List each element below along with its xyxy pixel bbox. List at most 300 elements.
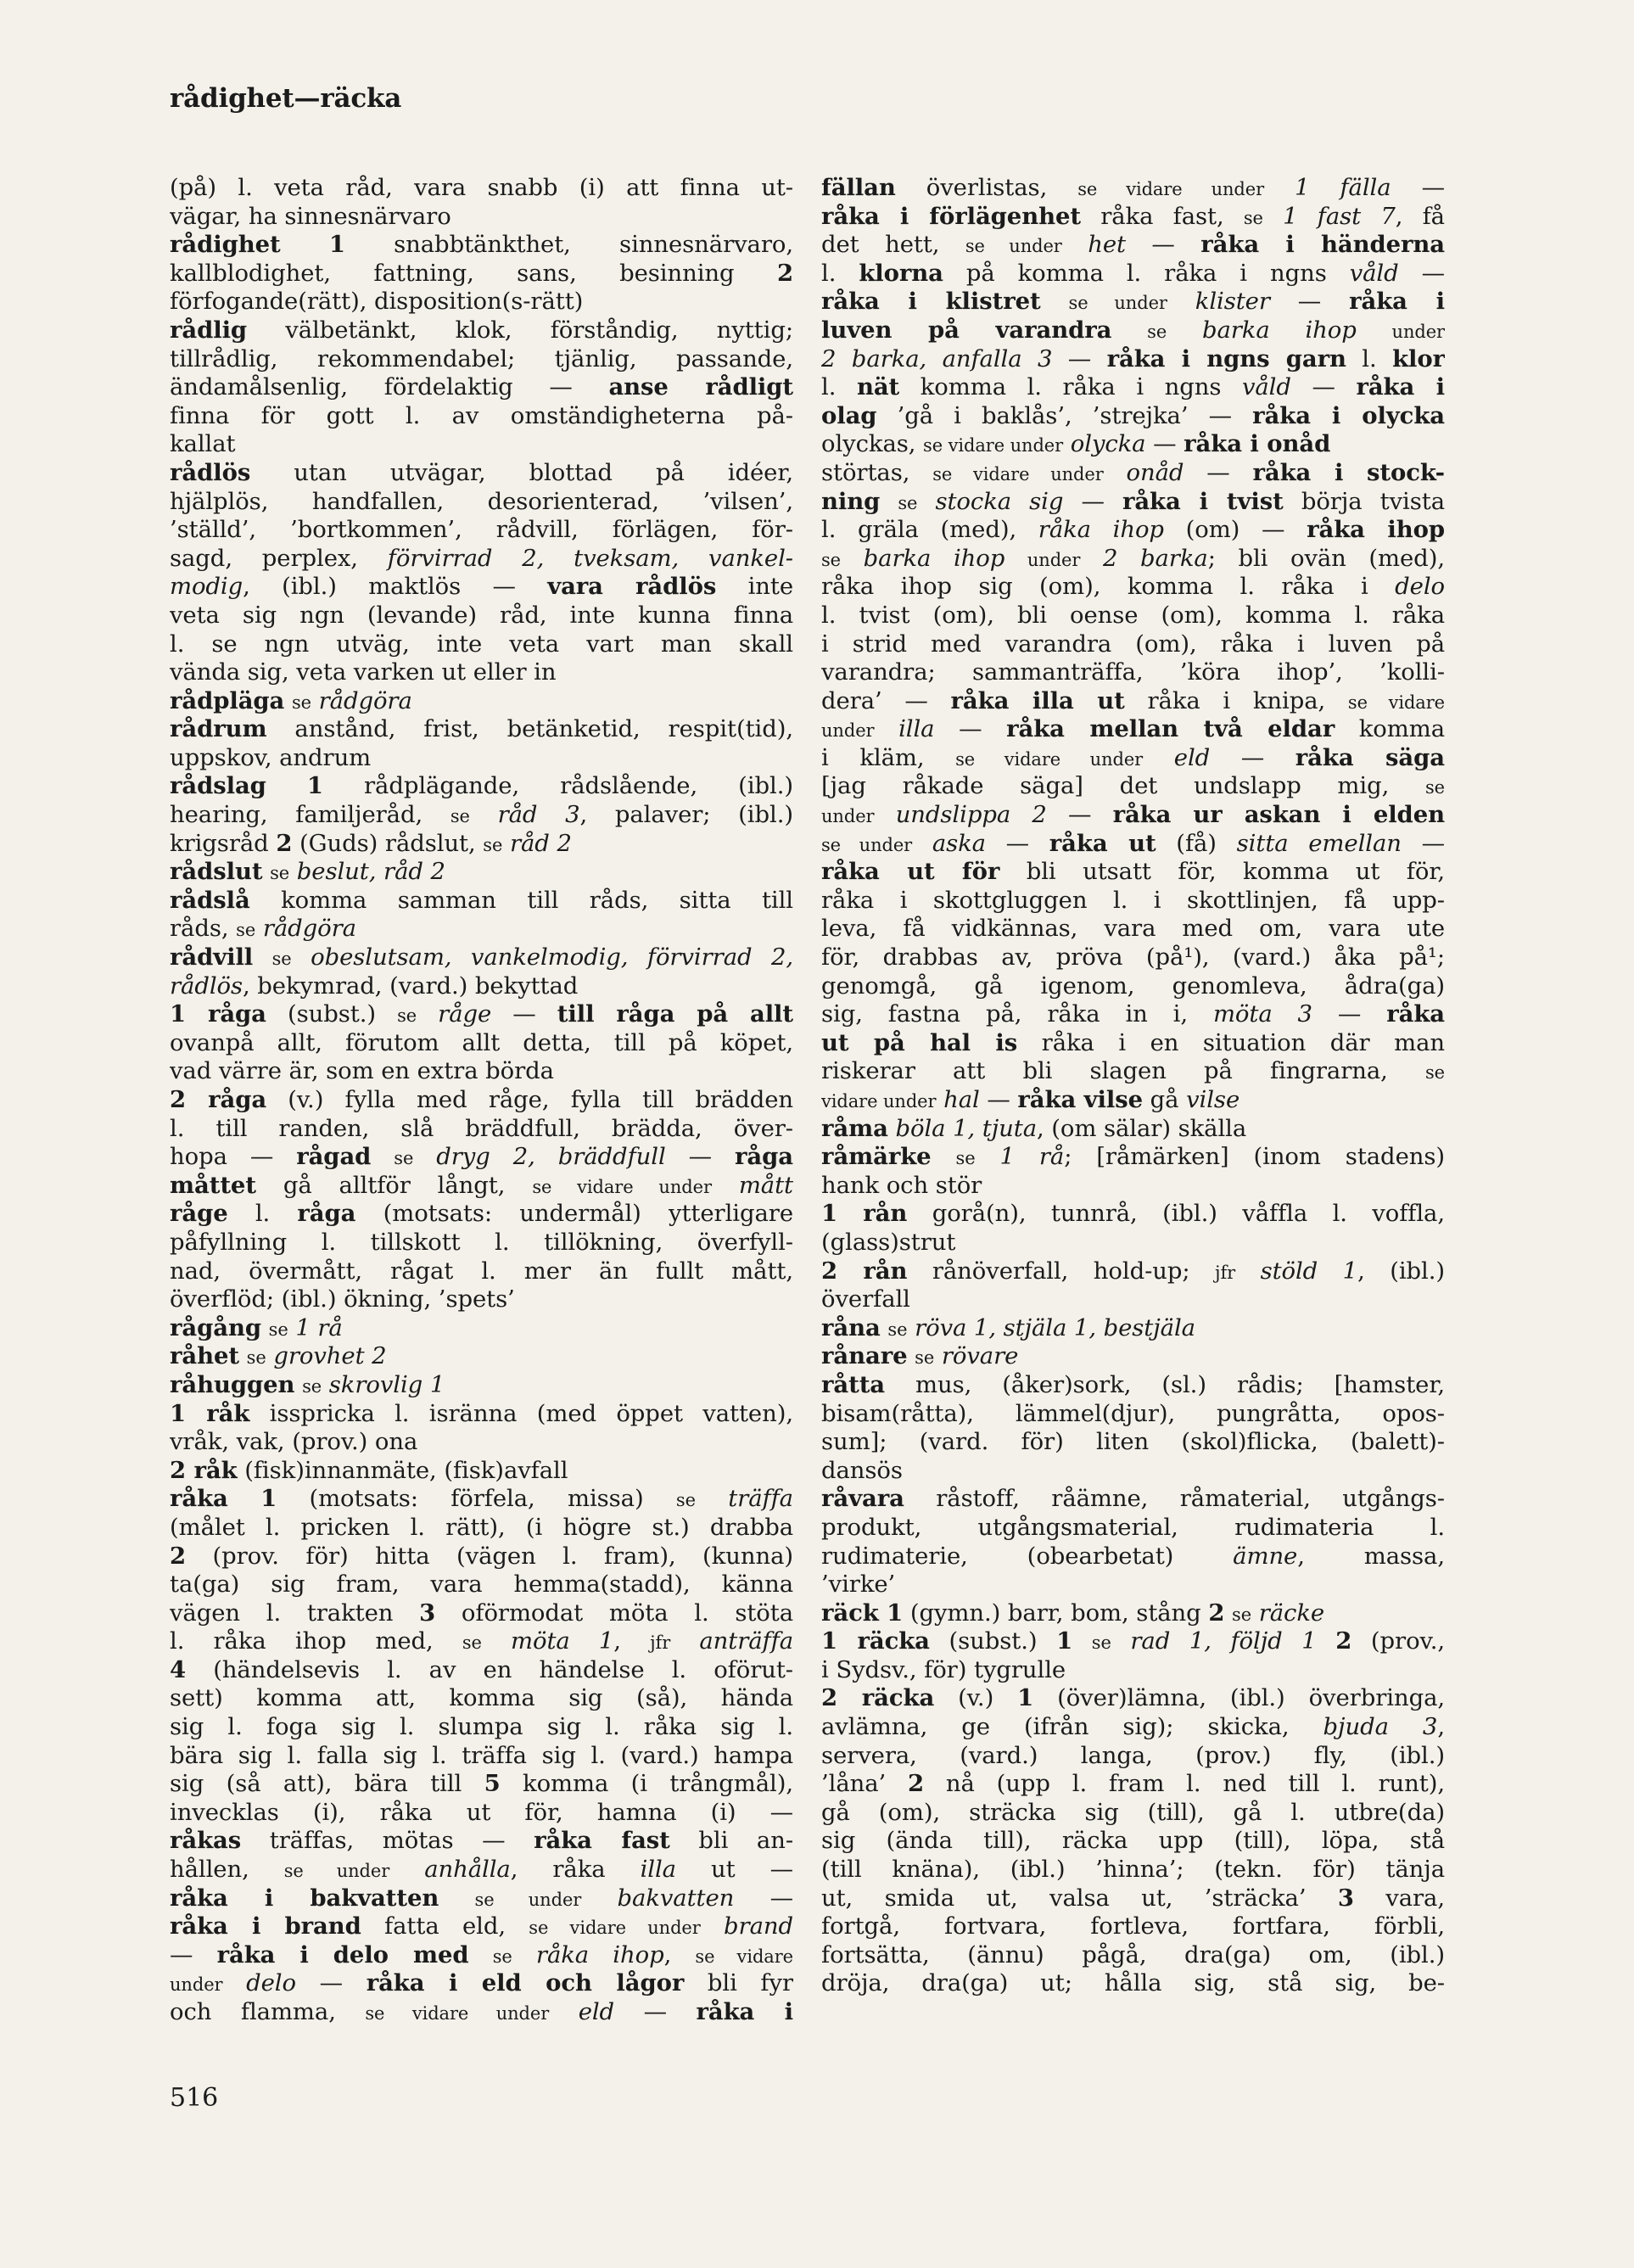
definition-text: välbetänkt, klok, förståndig, nyttig; — [247, 316, 793, 344]
headword: 4 — [170, 1655, 187, 1683]
reference-marker: se — [291, 692, 311, 713]
text-line — [170, 545, 793, 574]
definition-text: störtas, — [821, 458, 933, 486]
headword: rådlig — [170, 316, 248, 344]
definition-text — [266, 772, 307, 799]
cross-reference: stocka sig — [935, 487, 1064, 515]
headword: 1 — [306, 772, 323, 800]
cross-reference: rådgöra — [318, 686, 412, 714]
headword: 1 råk — [170, 1399, 250, 1427]
definition-text: leva, få vidkännas, vara med om, vara ute — [821, 915, 1445, 943]
definition-text: — — [614, 1998, 697, 2025]
text-line — [821, 1856, 1445, 1884]
definition-text: inte — [716, 573, 793, 601]
reference-marker: se vidare under — [365, 2003, 550, 2024]
definition-text: fatta eld, — [361, 1912, 529, 1940]
definition-text — [228, 1485, 260, 1512]
definition-text: anstånd, frist, betänketid, respit(tid), — [266, 715, 793, 743]
definition-text: (målet l. pricken l. rätt), (i högre st.) drabba — [170, 1513, 793, 1541]
text-line — [170, 1200, 793, 1229]
definition-text — [912, 830, 932, 857]
reference-marker: se — [1243, 207, 1263, 228]
text-line — [170, 174, 793, 203]
reference-marker: se — [450, 806, 470, 827]
definition-text — [512, 1941, 536, 1968]
definition-text — [482, 1627, 511, 1655]
text-line — [821, 772, 1445, 801]
definition-text: dera’ — — [821, 686, 951, 714]
text-line — [821, 488, 1445, 517]
headword: råka illa ut — [950, 686, 1125, 714]
text-line — [821, 1172, 1445, 1201]
definition-text: dansös — [821, 1456, 903, 1484]
reference-marker: se — [462, 1632, 482, 1654]
definition-text — [1062, 231, 1088, 258]
headword: klor — [1392, 344, 1445, 372]
reference-marker: se — [887, 1319, 908, 1340]
definition-text — [1041, 288, 1069, 315]
definition-text — [1004, 545, 1027, 572]
definition-text: l. — [821, 259, 859, 287]
text-line — [170, 1571, 793, 1599]
text-line — [821, 1457, 1445, 1486]
text-line — [821, 260, 1445, 288]
cross-reference: beslut, råd 2 — [296, 858, 445, 886]
definition-text: vråk, vak, (prov.) ona — [170, 1428, 418, 1456]
definition-text: — — [491, 1000, 557, 1028]
text-line — [170, 1172, 793, 1201]
definition-text: bli an- — [669, 1827, 793, 1855]
text-line — [821, 1029, 1445, 1058]
cross-reference: illa — [898, 715, 935, 743]
text-line — [821, 288, 1445, 316]
headword: anse rådligt — [608, 373, 793, 401]
cross-reference: stöld 1 — [1260, 1257, 1358, 1285]
definition-text — [292, 944, 311, 971]
definition-text: förfogande(rätt), disposition(s-rätt) — [170, 288, 584, 316]
text-line — [170, 630, 793, 659]
reference-marker: se — [915, 1347, 935, 1369]
definition-text: l. — [821, 373, 857, 401]
text-line — [170, 1998, 793, 2027]
text-line — [170, 373, 793, 402]
definition-text: (fisk)innanmäte, (fisk)avfall — [237, 1456, 568, 1484]
reference-marker: se vidare under — [923, 435, 1064, 456]
definition-text: kallat — [170, 430, 236, 458]
left-column — [170, 174, 793, 2027]
definition-text: det hett, — [821, 231, 965, 259]
definition-text: finna för gott l. av omständigheterna på- — [170, 401, 793, 429]
definition-text: råka i en situation där man — [1017, 1028, 1445, 1056]
headword: råka i delo med — [216, 1940, 469, 1968]
cross-reference: 1 rå — [295, 1313, 343, 1341]
definition-text — [468, 1941, 492, 1968]
reference-marker: se — [394, 1148, 414, 1169]
text-line — [821, 1086, 1445, 1115]
definition-text: för, drabbas av, pröva (på¹), (vard.) åka på¹; — [821, 944, 1445, 972]
headword: råka — [1386, 1000, 1445, 1028]
definition-text — [549, 1998, 579, 2025]
reference-marker: se — [270, 863, 290, 884]
text-line — [170, 288, 793, 316]
definition-text — [670, 1627, 699, 1655]
text-line — [821, 1314, 1445, 1343]
headword: rågång — [170, 1313, 261, 1341]
text-line — [821, 203, 1445, 232]
text-line — [821, 1627, 1445, 1656]
text-line — [821, 658, 1445, 687]
text-line — [170, 1742, 793, 1771]
definition-text: ’ställd’, ’bortkommen’, rådvill, förlägen, för- — [170, 516, 793, 544]
definition-text: och flamma, — [170, 1998, 366, 2025]
cross-reference: anhålla — [424, 1856, 511, 1884]
definition-text: träffas, mötas — — [241, 1827, 534, 1855]
definition-text: , få — [1395, 202, 1445, 230]
text-line — [170, 887, 793, 916]
definition-text: fortgå, fortvara, fortleva, fortfara, förbli, — [821, 1912, 1445, 1940]
headword: 1 rån — [821, 1200, 908, 1228]
headword: 1 — [1056, 1627, 1073, 1655]
definition-text: produkt, utgångsmaterial, rudimateria l. — [821, 1513, 1445, 1541]
headword: råka i olycka — [1252, 401, 1445, 429]
definition-text: invecklas (i), råka ut för, hamna (i) — — [170, 1798, 793, 1826]
cross-reference: röva 1, stjäla 1, bestjäla — [915, 1313, 1195, 1341]
definition-text: i kläm, — [821, 743, 956, 771]
definition-text — [874, 801, 895, 828]
cross-reference: onåd — [1126, 458, 1184, 486]
headword: rådrum — [170, 715, 267, 743]
text-line — [170, 488, 793, 517]
definition-text: i Sydsv., för) tygrulle — [821, 1655, 1066, 1683]
definition-text — [1357, 316, 1392, 344]
reference-marker: jfr — [1215, 1262, 1236, 1283]
text-line — [821, 972, 1445, 1001]
definition-text — [581, 1884, 617, 1912]
definition-text: tillrådlig, rekommendabel; tjänlig, passande, — [170, 344, 793, 372]
headword: 2 — [776, 259, 793, 287]
definition-text: nå (upp l. fram l. ned till l. runt), — [924, 1770, 1445, 1798]
definition-text: , råka — [510, 1856, 641, 1884]
text-line — [170, 801, 793, 830]
headword: rådslag — [170, 772, 266, 800]
text-line — [821, 1884, 1445, 1913]
headword: råka ihop — [1307, 516, 1445, 544]
definition-text — [934, 1342, 942, 1369]
reference-marker: se — [397, 1005, 417, 1027]
text-line — [170, 231, 793, 260]
definition-text — [908, 1342, 915, 1369]
headword: råga — [297, 1200, 356, 1228]
definition-text: veta sig ngn (levande) råd, inte kunna finna — [170, 601, 793, 629]
definition-text: — — [934, 715, 1007, 743]
definition-text: , — [663, 1940, 696, 1968]
definition-text: bli utsatt för, komma ut för, — [999, 858, 1445, 886]
definition-text: — — [1125, 231, 1201, 259]
headword: olag — [821, 401, 877, 429]
definition-text: riskerar att bli slagen på fingrarna, — [821, 1057, 1425, 1085]
definition-text — [439, 1884, 474, 1912]
text-line — [821, 1742, 1445, 1771]
text-line — [821, 430, 1445, 459]
definition-text: — — [1398, 259, 1445, 287]
cross-reference: råd 3 — [497, 801, 580, 829]
text-line — [821, 801, 1445, 830]
text-line — [170, 772, 793, 801]
text-line — [821, 1257, 1445, 1286]
text-line — [821, 887, 1445, 916]
headword: råhuggen — [170, 1370, 295, 1398]
definition-text: i strid med varandra (om), råka i luven på — [821, 630, 1445, 658]
text-line — [821, 1571, 1445, 1599]
definition-text: (prov., — [1351, 1627, 1445, 1655]
definition-text: — — [1210, 743, 1295, 771]
cross-reference: aska — [932, 829, 986, 857]
definition-text: avlämna, ge (ifrån sig); skicka, — [821, 1713, 1323, 1741]
headword: råka säga — [1295, 743, 1445, 771]
text-line — [821, 1684, 1445, 1713]
cross-reference: 1 rå — [999, 1143, 1065, 1171]
definition-text: (v.) — [934, 1684, 1018, 1712]
definition-text — [1167, 316, 1202, 344]
cross-reference: rad 1, följd 1 — [1130, 1627, 1317, 1655]
definition-text — [371, 1143, 394, 1170]
definition-text: ; [råmärken] (inom stadens) — [1064, 1143, 1445, 1171]
headword: luven på varandra — [821, 316, 1112, 344]
definition-text: — — [1052, 344, 1107, 372]
definition-text: påfyllning l. tillskott l. tillökning, överfyll- — [170, 1228, 793, 1256]
reference-marker: se — [271, 949, 292, 970]
definition-text: — — [1145, 430, 1184, 458]
definition-text — [239, 1342, 247, 1369]
headword: rådighet — [170, 231, 281, 259]
definition-text — [289, 858, 297, 885]
text-line — [170, 316, 793, 345]
definition-text — [1080, 545, 1103, 572]
headword: råka i händerna — [1200, 231, 1445, 259]
cross-reference: modig — [170, 573, 243, 601]
reference-marker: se vidare under — [1077, 179, 1265, 199]
definition-text: krigsråd — [170, 829, 277, 857]
definition-text: rånöverfall, hold-up; — [907, 1257, 1216, 1285]
definition-text — [417, 1000, 438, 1028]
headword: rådvill — [170, 944, 254, 972]
reference-marker: se vidare under — [932, 463, 1104, 484]
headword: råka i tvist — [1122, 487, 1284, 515]
reference-marker: under — [821, 806, 875, 827]
definition-text: rådplägande, rådslående, (ibl.) — [322, 772, 793, 800]
definition-text: — — [295, 1969, 367, 1997]
headword: fällan — [821, 174, 896, 201]
headword: råka i ngns garn — [1106, 344, 1346, 372]
definition-text: rudimaterie, (obearbetat) — [821, 1542, 1234, 1570]
definition-text: (prov. för) hitta (vägen l. fram), (kunna) — [186, 1542, 793, 1570]
text-line — [821, 1713, 1445, 1742]
text-line — [170, 830, 793, 859]
text-line — [170, 1229, 793, 1257]
definition-text: , palaver; (ibl.) — [579, 801, 793, 829]
cross-reference: rådgöra — [262, 915, 356, 943]
definition-text — [389, 1856, 424, 1883]
headword: till råga på allt — [557, 1000, 793, 1028]
definition-text — [936, 1086, 943, 1113]
reference-marker: se under — [821, 834, 913, 855]
definition-text: l. till randen, slå bräddfull, brädda, över- — [170, 1114, 793, 1142]
definition-text — [311, 687, 319, 714]
definition-text: kallblodighet, fattning, sans, besinning — [170, 259, 777, 287]
text-line — [170, 1799, 793, 1828]
definition-text: (över)lämna, (ibl.) överbringa, — [1033, 1684, 1445, 1712]
definition-text — [288, 1314, 296, 1341]
definition-text: oförmodat möta l. stöta — [435, 1599, 793, 1627]
reference-marker: se — [898, 492, 918, 513]
definition-text: utan utvägar, blottad på idéer, — [250, 458, 793, 486]
definition-text: (få) — [1156, 829, 1237, 857]
text-line — [170, 915, 793, 944]
text-line — [170, 1912, 793, 1941]
text-line — [821, 1143, 1445, 1172]
definition-text: l. tvist (om), bli oense (om), komma l. råka — [821, 601, 1445, 629]
headword: råge — [170, 1200, 228, 1228]
text-line — [821, 1342, 1445, 1371]
cross-reference: rövare — [941, 1342, 1019, 1370]
definition-text: ’låna’ — [821, 1770, 909, 1798]
definition-text: bisam(råtta), lämmel(djur), pungråtta, opos- — [821, 1399, 1445, 1427]
reference-marker: se — [1232, 1604, 1252, 1625]
definition-text: (subst.) — [266, 1000, 398, 1028]
reference-marker: se — [955, 1148, 976, 1169]
headword: räck 1 — [821, 1599, 904, 1627]
headword: råka i brand — [170, 1912, 361, 1940]
reference-marker: se vidare under — [532, 1176, 712, 1197]
definition-text: (till knäna), (ibl.) ’hinna’; (tekn. för) tänja — [821, 1856, 1445, 1884]
reference-marker: se vidare under — [955, 748, 1144, 770]
cross-reference: skrovlig 1 — [328, 1370, 445, 1398]
headword: råhet — [170, 1342, 240, 1370]
definition-text: (motsats: förfela, missa) — [277, 1485, 676, 1513]
headword: 2 räcka — [821, 1684, 935, 1712]
headword: 1 — [260, 1485, 277, 1513]
headword: rånare — [821, 1342, 908, 1370]
reference-marker: jfr — [650, 1632, 671, 1654]
definition-text: (händelsevis l. av en händelse l. oförut- — [186, 1655, 793, 1683]
text-line — [170, 1856, 793, 1884]
definition-text: (glass)strut — [821, 1228, 956, 1256]
definition-text: nad, övermått, rågat l. mer än fullt mått, — [170, 1257, 793, 1285]
text-line — [170, 1627, 793, 1656]
definition-text: (om) — — [1163, 516, 1307, 544]
reference-marker: under — [1391, 321, 1445, 342]
reference-marker: se — [492, 1946, 512, 1967]
cross-reference: eld — [1173, 743, 1211, 771]
reference-marker: se — [1424, 777, 1445, 798]
reference-marker: se vidare — [695, 1946, 793, 1967]
cross-reference: klister — [1195, 288, 1270, 316]
definition-text: sig (ända till), räcka upp (till), löpa, stå — [821, 1827, 1445, 1855]
text-line — [170, 1143, 793, 1172]
definition-text: snabbtänkthet, sinnesnärvaro, — [344, 231, 793, 259]
cross-reference: våld — [1241, 373, 1291, 401]
definition-text — [976, 1143, 1000, 1170]
headword: råka i — [696, 1998, 793, 2025]
definition-text — [261, 1314, 269, 1341]
definition-text: vägar, ha sinnesnärvaro — [170, 202, 451, 230]
cross-reference: mått — [738, 1171, 793, 1199]
text-line — [170, 430, 793, 459]
definition-text: l. se ngn utväg, inte veta vart man skall — [170, 630, 793, 658]
definition-text: vara, — [1353, 1884, 1445, 1912]
definition-text: sett) komma att, komma sig (så), hända — [170, 1684, 793, 1712]
definition-text — [1263, 203, 1283, 230]
definition-text: l. — [1346, 344, 1393, 372]
definition-text — [917, 488, 935, 515]
headword: 2 råga — [170, 1086, 267, 1113]
headword: råka — [170, 1485, 228, 1513]
definition-text — [907, 1314, 915, 1341]
definition-text — [874, 715, 898, 742]
text-line — [821, 1057, 1445, 1086]
text-line — [821, 1428, 1445, 1457]
text-line — [821, 915, 1445, 944]
definition-text: [jag råkade säga] det undslapp mig, — [821, 772, 1425, 800]
text-line — [170, 573, 793, 602]
definition-text: (v.) fylla med råge, fylla till brädden — [266, 1086, 793, 1113]
headword: nät — [856, 373, 900, 401]
text-line — [821, 687, 1445, 716]
cross-reference: böla 1, tjuta — [895, 1114, 1037, 1142]
definition-text — [1224, 1599, 1232, 1627]
cross-reference: förvirrad 2, tveksam, vankel- — [387, 544, 793, 572]
definition-text: sig, fastna på, råka in i, — [821, 1000, 1213, 1028]
text-line — [170, 1713, 793, 1742]
headword: rådlös — [170, 458, 251, 486]
headword: rågad — [296, 1143, 372, 1171]
definition-text: ut — — [675, 1856, 793, 1884]
headword: råmärke — [821, 1143, 932, 1171]
definition-text — [502, 830, 510, 857]
definition-text: , (om sälar) skälla — [1037, 1114, 1247, 1142]
cross-reference: olycka — [1070, 430, 1146, 458]
text-line — [821, 602, 1445, 630]
definition-text — [255, 915, 263, 942]
cross-reference: obeslutsam, vankelmodig, förvirrad 2, — [311, 944, 793, 972]
headword: råka vilse — [1017, 1086, 1144, 1113]
definition-text — [1104, 459, 1127, 486]
definition-text: , (ibl.) — [1357, 1257, 1445, 1285]
definition-text: råka i skottgluggen l. i skottlinjen, få upp- — [821, 886, 1445, 914]
definition-text — [1264, 174, 1295, 201]
definition-text: råka fast, — [1081, 202, 1244, 230]
reference-marker: se under — [965, 236, 1062, 257]
text-line — [170, 1656, 793, 1685]
definition-text: servera, (vard.) langa, (prov.) fly, (ibl.) — [821, 1741, 1445, 1769]
definition-text: mus, (åker)sork, (sl.) rådis; [hamster, — [885, 1370, 1445, 1398]
definition-text: gå — [1143, 1086, 1187, 1113]
text-line — [170, 1884, 793, 1913]
definition-text: råka i knipa, — [1124, 686, 1348, 714]
definition-text — [222, 1969, 246, 1996]
text-line — [170, 402, 793, 431]
definition-text: ovanpå allt, förutom allt detta, till på köpet, — [170, 1028, 793, 1056]
text-line — [170, 1342, 793, 1371]
definition-text — [470, 801, 498, 828]
cross-reference: sitta emellan — [1236, 829, 1402, 857]
text-line — [821, 1969, 1445, 1998]
cross-reference: undslippa 2 — [895, 801, 1047, 829]
cross-reference: möta 3 — [1212, 1000, 1312, 1028]
definition-text — [253, 944, 271, 971]
cross-reference: delo — [246, 1969, 296, 1997]
definition-text — [932, 1143, 956, 1170]
